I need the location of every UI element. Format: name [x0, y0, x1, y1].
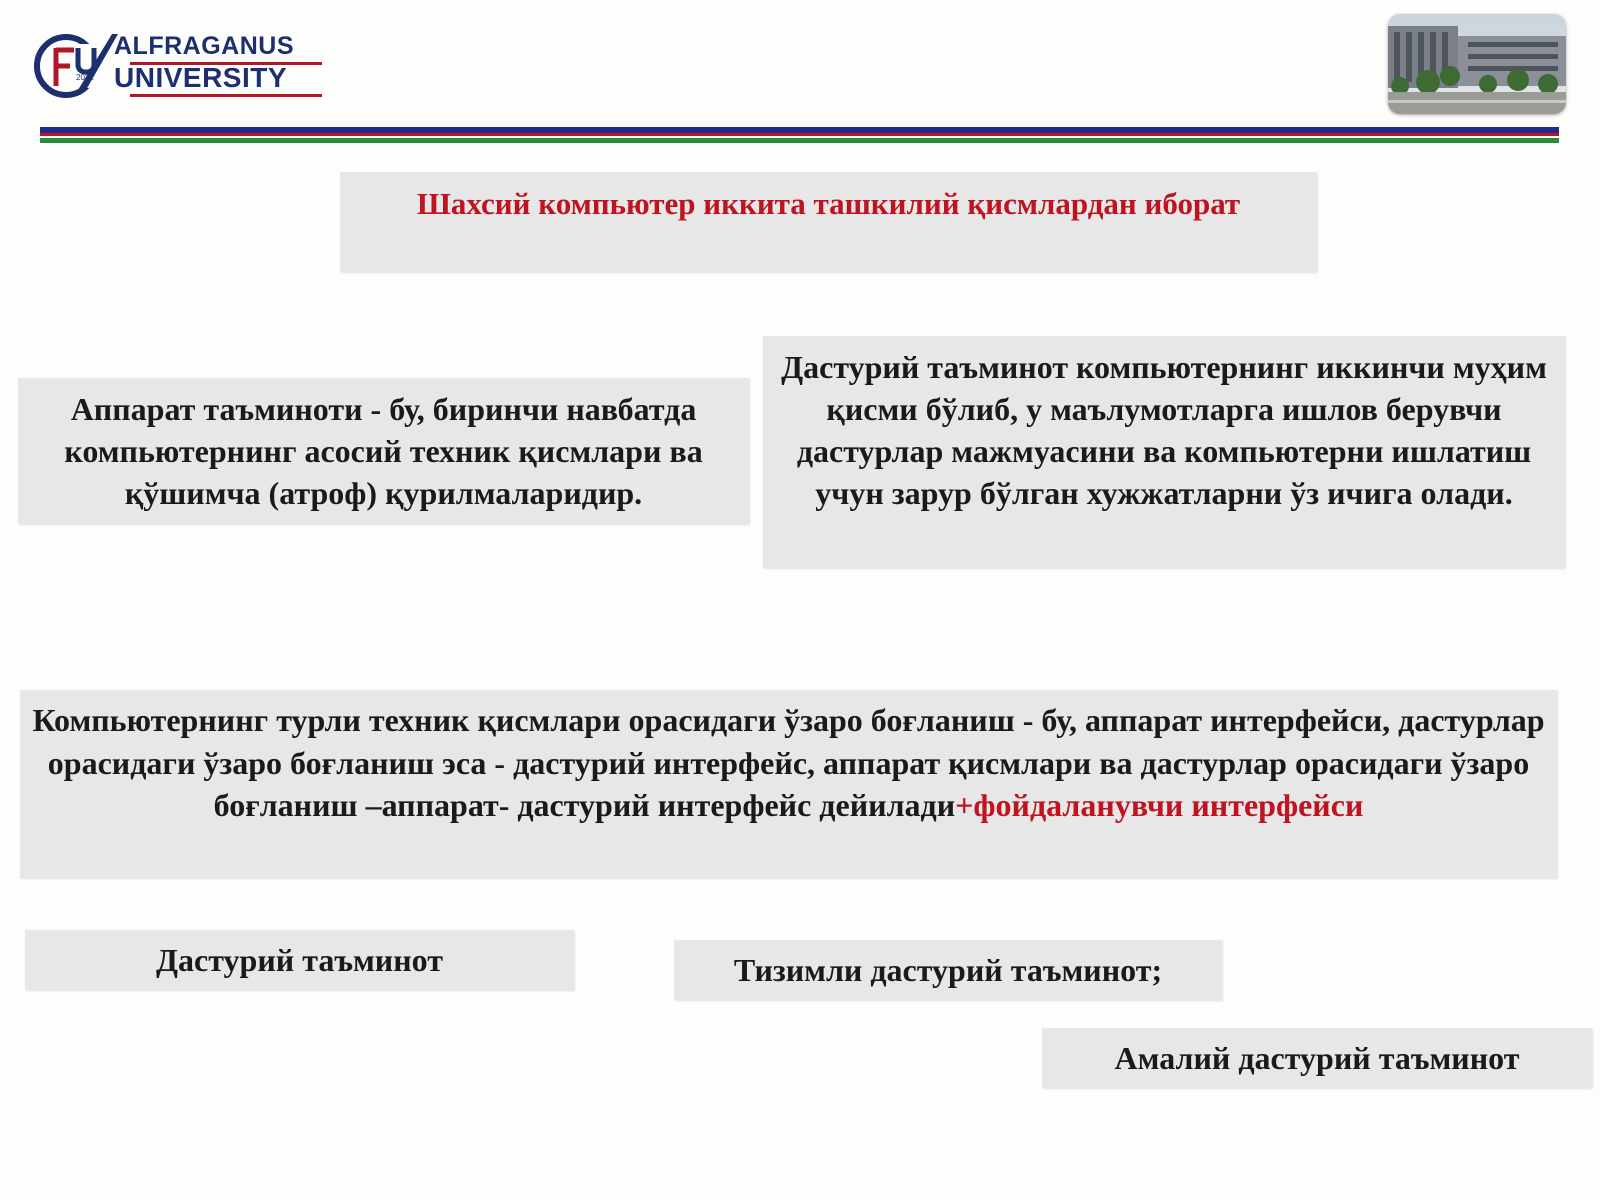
university-logo — [34, 28, 294, 102]
slide-title: Шахсий компьютер иккита ташкилий қисмлардан иборат — [340, 172, 1317, 272]
logo-year: 2022 — [76, 73, 94, 82]
interface-text: Компьютернинг турли техник қисмлари орасидаги ўзаро боғланиш - бу, аппарат интерфейси, дастурлар орасидаги ўзаро боғланиш эса - дастурий интерфейс, аппарат қисмлари ва дастурлар орасидаги ўзаро боғланиш –аппарат- дастурий интерфейс дейилади — [32, 702, 1545, 823]
software-definition: Дастурий таъминот компьютернинг иккинчи муҳим қисми бўлиб, у маълумотларга ишлов берувчи дастурлар мажмуасини ва компьютерни ишлатиш учун зарур бўлган хужжатларни ўз ичига олади. — [763, 336, 1565, 568]
alfraganus-logo-icon — [34, 28, 124, 102]
interface-highlight: +фойдаланувчи интерфейси — [955, 787, 1364, 823]
hardware-definition: Аппарат таъминоти - бу, биринчи навбатда компьютернинг асосий техник қисмлари ва қўшимча (атроф) қурилмаларидир. — [18, 378, 749, 524]
interface-definition — [20, 690, 1557, 878]
category-software: Дастурий таъминот — [25, 930, 574, 990]
logo-rule-bottom — [130, 94, 322, 97]
category-system-software: Тизимли дастурий таъминот; — [674, 940, 1222, 1000]
stripe-green — [40, 138, 1559, 143]
category-applied-software: Амалий дастурий таъминот — [1042, 1028, 1592, 1088]
campus-building-photo — [1388, 14, 1566, 114]
logo-line1: ALFRAGANUS — [114, 32, 294, 60]
logo-line2: UNIVERSITY — [114, 62, 288, 93]
